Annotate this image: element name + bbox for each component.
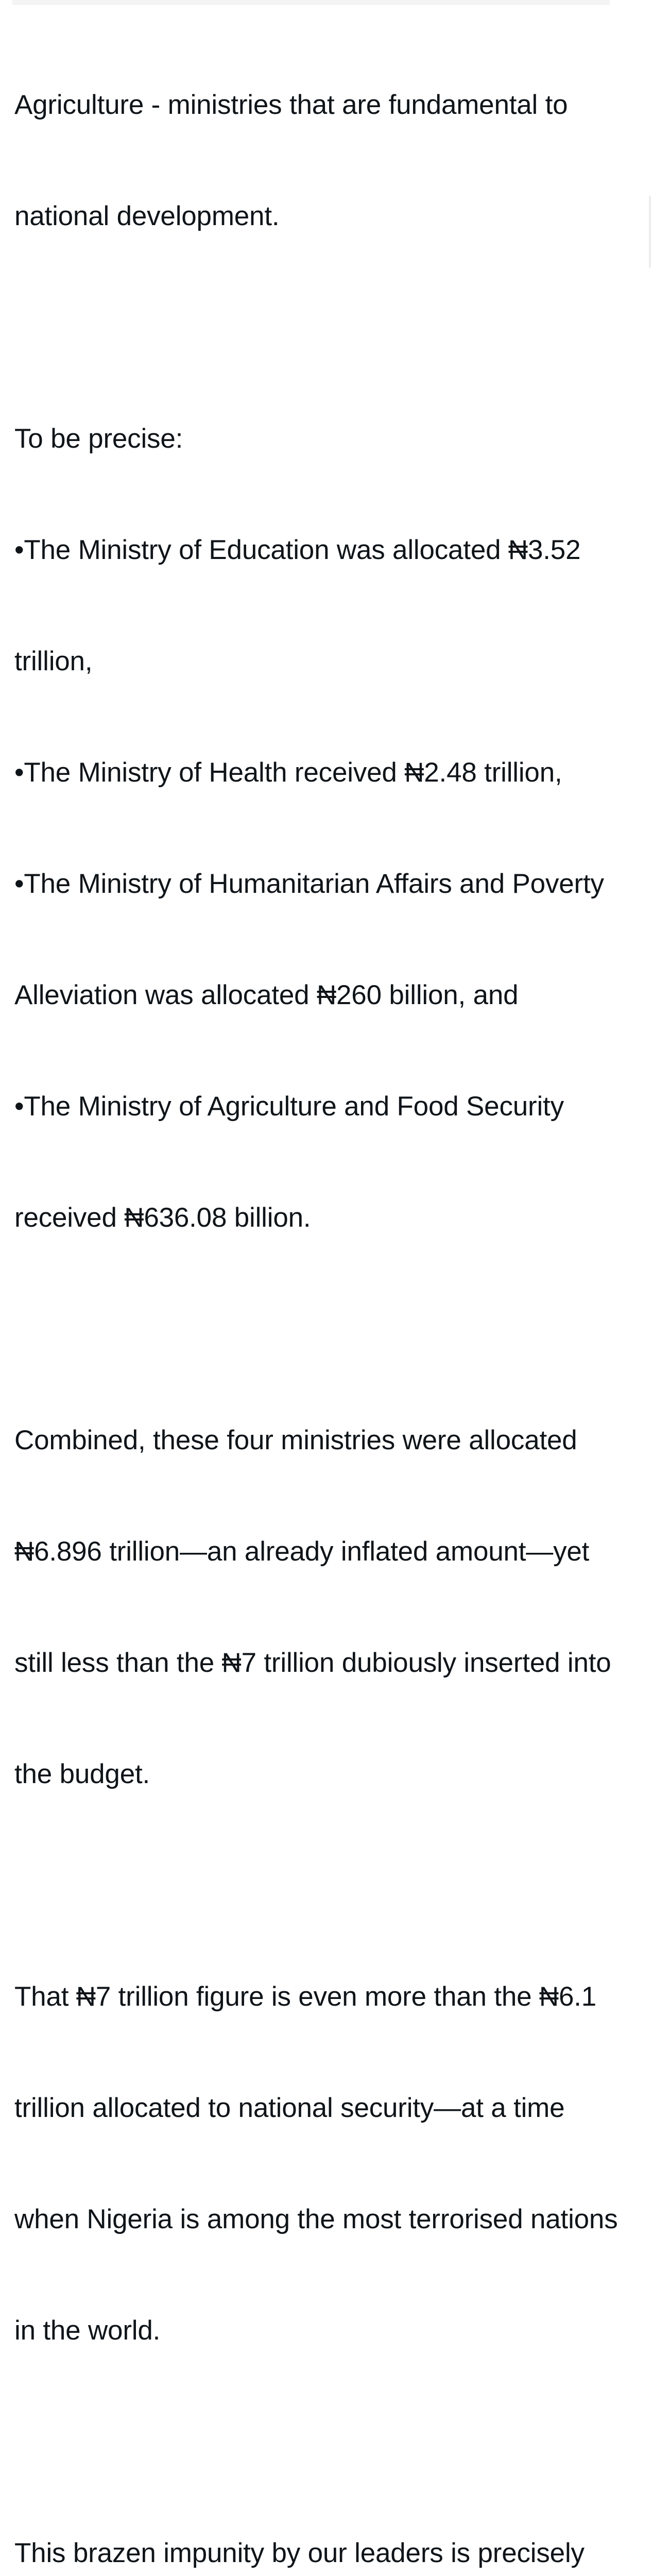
post-text xyxy=(14,12,632,2576)
bullet-education: •The Ministry of Education was allocated ₦3.52 xyxy=(14,535,581,565)
text-line: Agriculture - ministries that are fundamental to xyxy=(14,90,568,120)
paragraph-intro xyxy=(14,12,632,309)
text-line: received ₦636.08 billion. xyxy=(14,1202,311,1233)
text-line: in the world. xyxy=(14,2315,161,2346)
text-line: when Nigeria is among the most terrorised nations xyxy=(14,2204,618,2234)
text-line: national development. xyxy=(14,201,280,231)
text-line: Alleviation was allocated ₦260 billion, and xyxy=(14,980,519,1010)
previous-content-clipped xyxy=(12,0,610,5)
paragraph-combined xyxy=(14,1348,632,1867)
bullet-agriculture: •The Ministry of Agriculture and Food Security xyxy=(14,1091,564,1122)
paragraph-security xyxy=(14,1904,632,2424)
text-line: Combined, these four ministries were allocated xyxy=(14,1425,577,1455)
text-line: still less than the ₦7 trillion dubiously inserted into xyxy=(14,1648,611,1678)
text-line: That ₦7 trillion figure is even more than the ₦6.1 xyxy=(14,1981,597,2012)
bullet-humanitarian: •The Ministry of Humanitarian Affairs and Poverty xyxy=(14,869,604,899)
text-line: ₦6.896 trillion—an already inflated amount—yet xyxy=(14,1536,590,1567)
bullet-health: •The Ministry of Health received ₦2.48 trillion, xyxy=(14,757,562,788)
paragraph-impunity xyxy=(14,2461,632,2576)
text-line: To be precise: xyxy=(14,423,183,454)
text-line: This brazen impunity by our leaders is precisely xyxy=(14,2538,585,2568)
scrollbar[interactable] xyxy=(649,196,651,268)
text-line: trillion allocated to national security—at a time xyxy=(14,2093,565,2123)
paragraph-allocations xyxy=(14,346,632,1311)
text-line: trillion, xyxy=(14,646,93,676)
text-line: the budget. xyxy=(14,1759,150,1789)
